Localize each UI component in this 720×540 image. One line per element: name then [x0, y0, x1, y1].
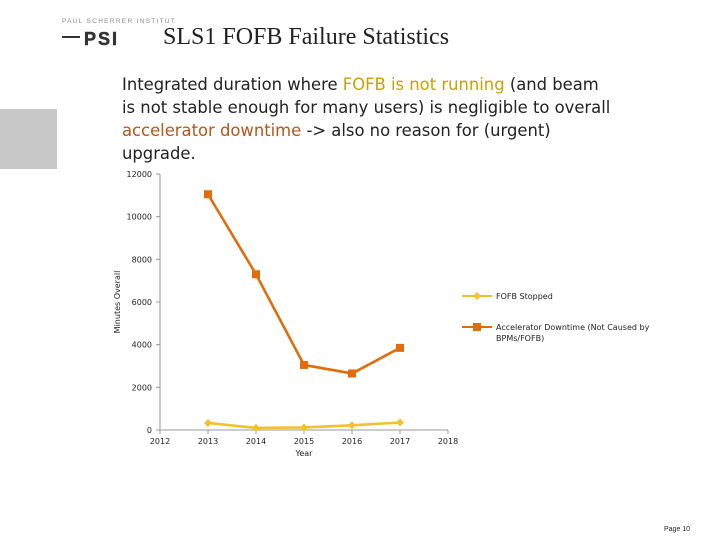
series-line-1 [208, 194, 400, 373]
y-tick-label: 10000 [126, 212, 152, 222]
x-tick-label: 2016 [341, 437, 363, 446]
x-tick-label: 2012 [149, 437, 171, 446]
y-tick-label: 2000 [131, 383, 152, 393]
summary-text-pre: Integrated duration where [122, 75, 343, 94]
data-point-1 [252, 270, 260, 278]
data-point-1 [300, 361, 308, 369]
legend-label-1: BPMs/FOFB) [496, 334, 545, 343]
data-point-1 [348, 369, 356, 377]
data-point-0 [396, 419, 404, 427]
data-point-0 [204, 419, 212, 427]
legend-label-1: Accelerator Downtime (Not Caused by [496, 323, 650, 332]
page-title: SLS1 FOFB Failure Statistics [163, 24, 450, 50]
y-tick-label: 0 [146, 426, 152, 435]
summary-text-post: -> also no reason for (urgent) upgrade. [122, 121, 551, 163]
x-tick-label: 2013 [197, 437, 219, 446]
data-point-0 [348, 421, 356, 429]
y-tick-label: 12000 [126, 170, 152, 179]
x-tick-label: 2018 [437, 437, 459, 446]
data-point-1 [396, 344, 404, 352]
data-point-1 [204, 190, 212, 198]
x-axis-title: Year [295, 449, 313, 458]
summary-highlight-fofb: FOFB is not running [342, 75, 505, 94]
x-tick-label: 2014 [245, 437, 267, 446]
logo-mark-text: PSI [84, 29, 120, 49]
summary-highlight-downtime: accelerator downtime [122, 121, 302, 140]
legend-marker-1 [473, 323, 481, 331]
data-point-0 [252, 424, 260, 432]
summary-text-mid: (and beam is not stable enough for many users) is negligible to overall [122, 75, 611, 117]
x-tick-label: 2015 [293, 437, 315, 446]
logo-institute-text: PAUL SCHERRER INSTITUT [62, 18, 177, 25]
y-tick-label: 8000 [131, 255, 152, 265]
legend-marker-0 [473, 292, 481, 300]
x-tick-label: 2017 [389, 437, 411, 446]
page-number: Page 10 [664, 526, 691, 533]
legend-label-0: FOFB Stopped [496, 292, 553, 301]
y-axis-title: Minutes Overall [113, 270, 122, 334]
y-tick-label: 6000 [131, 298, 152, 307]
y-tick-label: 4000 [131, 340, 152, 350]
